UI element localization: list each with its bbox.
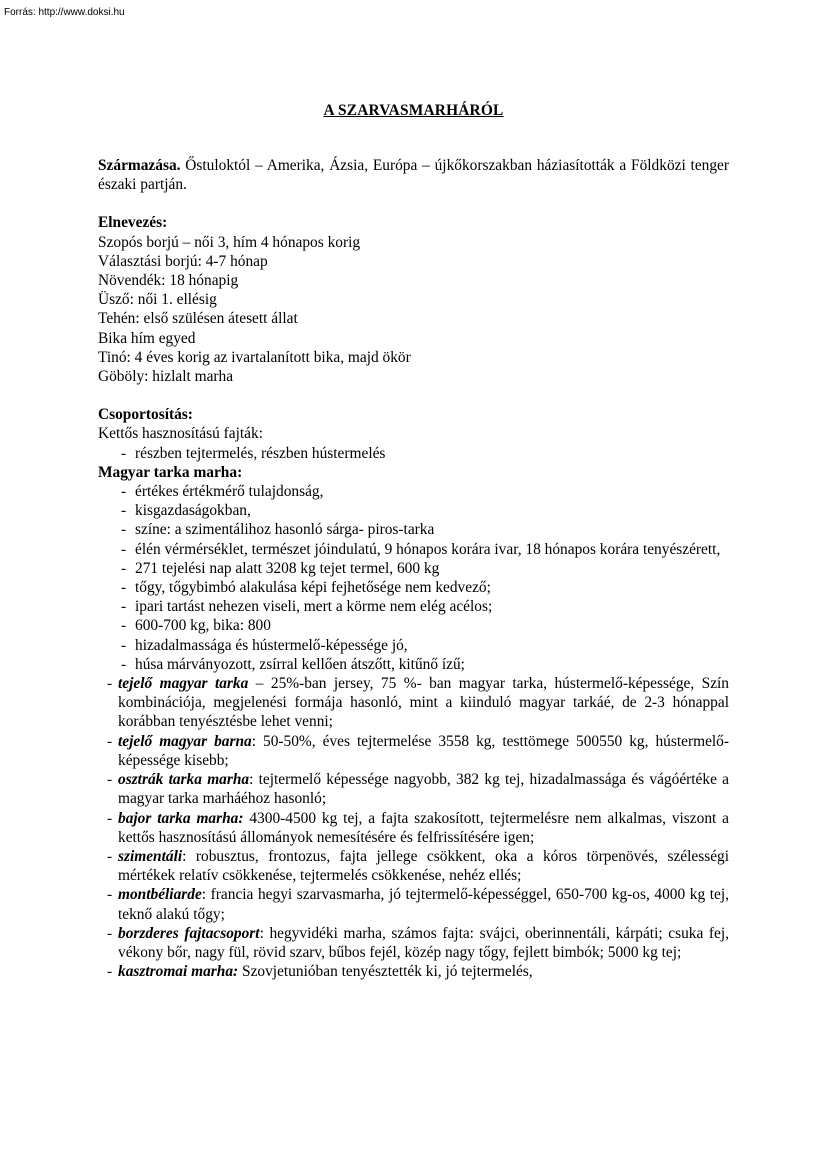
breed-text: – 25%-ban jersey, 75 %- ban magyar tarka, hústermelő-képessége, Szín kombinációja, megjelenési formája hasonló, mint a kiinduló magyar tarkáé, de 2-3 hónappal korábban tenyésztésbe lehet venni; — [118, 675, 729, 731]
breed-name: montbéliarde — [118, 886, 202, 904]
list-item: - értékes értékmérő tulajdonság, — [98, 482, 729, 501]
list-item: - részben tejtermelés, részben hústermelés — [98, 444, 729, 463]
breed-text: : 50-50%, éves tejtermelése 3558 kg, testtömege 500550 kg, hústermelő-képessége kisebb; — [118, 732, 729, 769]
naming-section — [98, 213, 729, 386]
breed-item — [98, 770, 729, 808]
breed-name: osztrák tarka marha — [118, 771, 250, 789]
breed-name: tejelő magyar tarka — [118, 675, 249, 693]
list-item: - színe: a szimentálihoz hasonló sárga- piros-tarka — [98, 520, 729, 539]
naming-line: Tehén: első szülésen átesett állat — [98, 310, 298, 328]
origin-paragraph — [98, 156, 729, 194]
breed-name: kasztromai marha: — [118, 963, 239, 981]
breed-item — [98, 674, 729, 732]
naming-line: Bika hím egyed — [98, 329, 196, 347]
document-body — [98, 156, 729, 981]
mtm-list — [98, 482, 729, 674]
breed-name: bajor tarka marha: — [118, 809, 244, 827]
breed-item — [98, 962, 729, 981]
breed-text: : robusztus, frontozus, fajta jellege csökkent, oka a kóros törpenövés, szélességi mértékek relatív csökkenése, tejtermelés csökkenése, nehéz ellés; — [118, 847, 729, 885]
naming-line: Tinó: 4 éves korig az ivartalanított bika, majd ökör — [98, 348, 411, 366]
list-item: - 600-700 kg, bika: 800 — [98, 616, 729, 635]
origin-text: Őstuloktól – Amerika, Ázsia, Európa – újkőkorszakban háziasították a Földközi tenger északi partján. — [98, 157, 729, 194]
grouping-heading: Csoportosítás: — [98, 406, 193, 424]
list-item: - kisgazdaságokban, — [98, 501, 729, 520]
breed-item — [98, 847, 729, 885]
breed-item — [98, 809, 729, 847]
mtm-heading: Magyar tarka marha: — [98, 463, 243, 481]
naming-line: Üsző: női 1. ellésig — [98, 291, 217, 309]
list-item: - 271 tejelési nap alatt 3208 kg tejet termel, 600 kg — [98, 559, 729, 578]
page-title: A SZARVASMARHÁRÓL — [323, 102, 504, 119]
breed-name: tejelő magyar barna — [118, 732, 252, 750]
naming-line: Választási borjú: 4-7 hónap — [98, 252, 268, 270]
origin-label: Származása. — [98, 157, 181, 174]
intro-list — [98, 444, 729, 463]
breed-text: 4300-4500 kg tej, a fajta szakosított, tejtermelésre nem alkalmas, viszont a kettős hasznosítású állományok nemesítésére és felfrissítésére igen; — [118, 809, 729, 846]
list-item: - húsa márványozott, zsírral kellően átszőtt, kitűnő ízű; — [98, 655, 729, 674]
grouping-section — [98, 405, 729, 981]
breed-item — [98, 924, 729, 962]
breed-item — [98, 732, 729, 770]
breed-list — [98, 674, 729, 981]
breed-text: Szovjetunióban tenyésztették ki, jó tejtermelés, — [238, 963, 533, 981]
list-item: - élén vérmérséklet, természet jóindulatú, 9 hónapos korára ivar, 18 hónapos korára tenyészérett, — [98, 540, 729, 559]
grouping-intro: Kettős hasznosítású fajták: — [98, 425, 263, 443]
naming-heading: Elnevezés: — [98, 214, 168, 232]
breed-name: borzderes fajtacsoport — [118, 924, 260, 942]
list-item: - hizadalmassága és hústermelő-képessége jó, — [98, 636, 729, 655]
source-note: Forrás: http://www.doksi.hu — [4, 7, 125, 18]
list-item: - tőgy, tőgybimbó alakulása képi fejhetősége nem kedvező; — [98, 578, 729, 597]
naming-line: Göböly: hizlalt marha — [98, 368, 234, 386]
spacer — [98, 386, 729, 405]
breed-text: : hegyvidéki marha, számos fajta: svájci, oberinnentáli, kárpáti; csuka fej, vékony bőr, nagy fül, rövid szarv, bűbos fejél, közép nagy tőgy, fejlett bimbók; 5000 kg tej; — [118, 924, 729, 961]
spacer — [98, 194, 729, 213]
naming-line: Szopós borjú – női 3, hím 4 hónapos korig — [98, 233, 361, 251]
naming-line: Növendék: 18 hónapig — [98, 272, 239, 290]
breed-item — [98, 885, 729, 923]
breed-text: : tejtermelő képessége nagyobb, 382 kg tej, hizadalmassága és vágóértéke a magyar tarka marháéhoz hasonló; — [118, 771, 729, 808]
breed-text: : francia hegyi szarvasmarha, jó tejtermelő-képességgel, 650-700 kg-os, 4000 kg tej, teknő alakú tőgy; — [118, 886, 729, 923]
list-item: - ipari tartást nehezen viseli, mert a körme nem elég acélos; — [98, 597, 729, 616]
breed-name: szimentáli — [118, 847, 183, 865]
